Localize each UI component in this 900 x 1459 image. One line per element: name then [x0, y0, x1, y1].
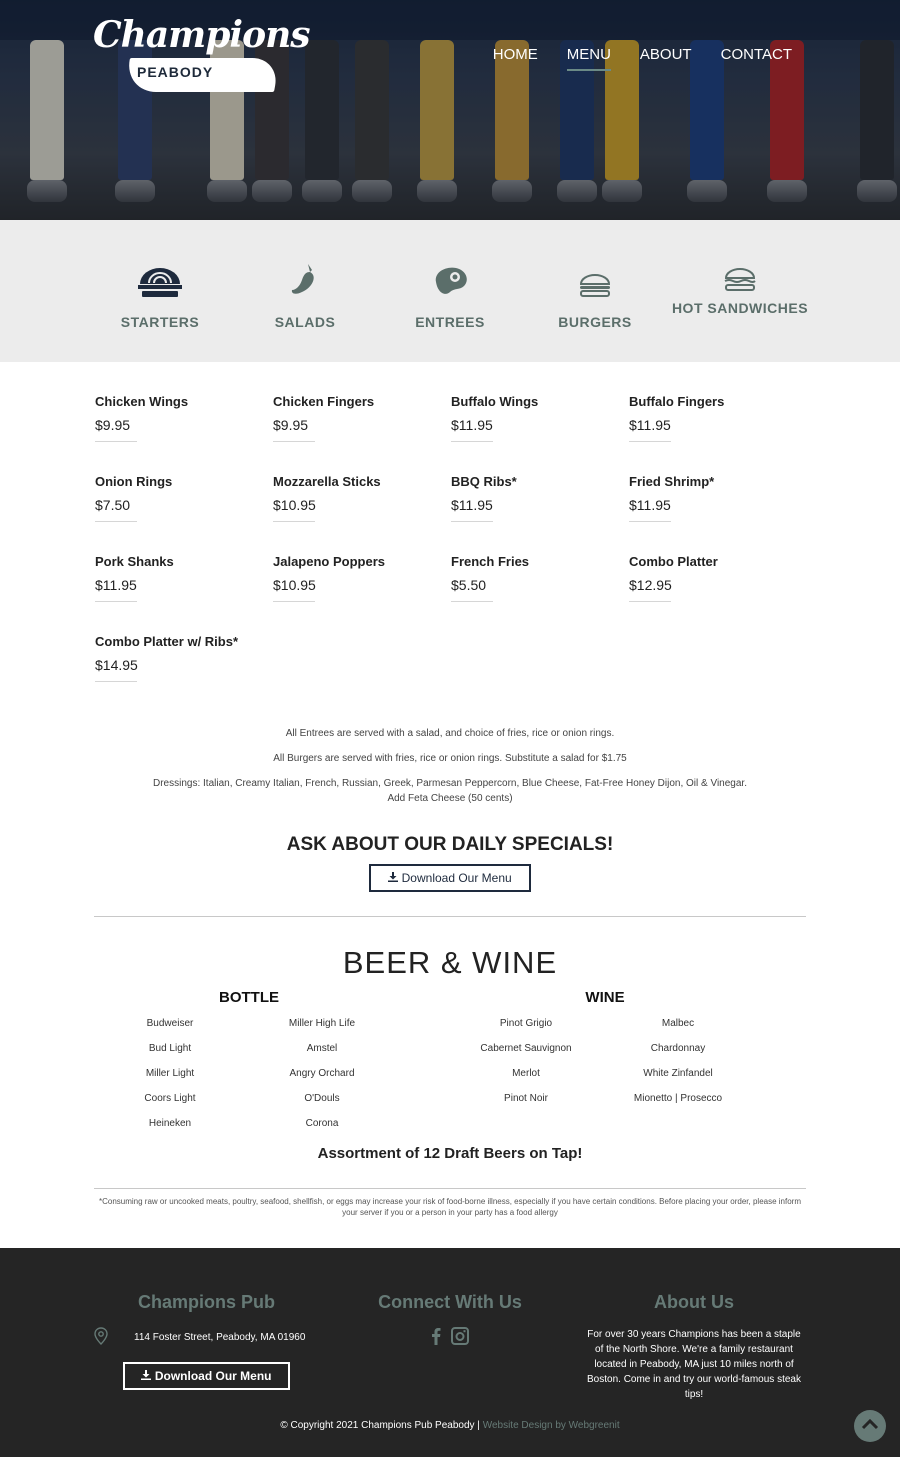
copyright-text: © Copyright 2021 Champions Pub Peabody: [280, 1420, 475, 1431]
daily-specials-heading: ASK ABOUT OUR DAILY SPECIALS!: [286, 834, 614, 855]
menu-item: [628, 472, 806, 542]
menu-item-name: Combo Platter: [629, 554, 718, 569]
steak-icon: [378, 262, 523, 298]
menu-item-price: $10.95: [273, 577, 316, 593]
feta-note: Add Feta Cheese (50 cents): [387, 793, 513, 804]
menu-item-name: Jalapeno Poppers: [273, 554, 385, 569]
category-label: BURGERS: [558, 314, 632, 330]
bottle-column: [94, 989, 450, 1139]
bottle-item: Heineken: [148, 1118, 192, 1129]
wine-heading: WINE: [585, 989, 625, 1006]
beer-wine-section: [94, 989, 806, 1139]
copyright-bar: [0, 1420, 900, 1431]
dish-icon: [88, 262, 233, 298]
menu-item-underline: [629, 441, 671, 442]
menu-item: [272, 552, 450, 622]
bottle-list-1: [94, 1014, 246, 1139]
menu-item-underline: [629, 521, 671, 522]
menu-item: [450, 472, 628, 542]
menu-item: [450, 552, 628, 622]
menu-item: [628, 552, 806, 622]
designer-credit-link[interactable]: Website Design by Webgreenit: [482, 1420, 620, 1431]
footer-about: [583, 1292, 805, 1402]
menu-item-price: $11.95: [95, 577, 137, 593]
wine-item: Cabernet Sauvignon: [480, 1043, 572, 1054]
pepper-icon: [233, 262, 378, 298]
site-footer: [0, 1248, 900, 1457]
menu-item-underline: [95, 521, 137, 522]
instagram-icon[interactable]: [451, 1327, 469, 1350]
menu-item-price: $12.95: [629, 577, 672, 593]
category-hot-sandwiches[interactable]: [668, 220, 813, 362]
menu-item-name: Mozzarella Sticks: [273, 474, 381, 489]
burgers-note: All Burgers are served with fries, rice or onion rings. Substitute a salad for $1.75: [273, 753, 627, 764]
menu-item-underline: [273, 441, 315, 442]
wine-list-2: [602, 1014, 754, 1114]
wine-item: White Zinfandel: [643, 1068, 713, 1079]
divider: [94, 916, 806, 917]
bottle-item: Angry Orchard: [289, 1068, 355, 1079]
menu-item-price: $9.95: [273, 417, 309, 433]
back-to-top-button[interactable]: [854, 1410, 886, 1442]
footer-download-menu-button[interactable]: [123, 1362, 289, 1390]
main-nav: [464, 46, 792, 71]
menu-item-price: $11.95: [629, 497, 671, 513]
wine-item: Malbec: [661, 1018, 695, 1029]
footer-about-text: For over 30 years Champions has been a staple of the North Shore. We're a family restaurant located in Peabody, MA just 10 miles north of Boston. Come in and try our world-famous steak tips!: [587, 1329, 801, 1400]
nav-menu[interactable]: MENU: [567, 46, 611, 71]
menu-item-name: Buffalo Fingers: [629, 394, 725, 409]
bottle-item: Amstel: [306, 1043, 338, 1054]
burger-icon: [523, 262, 668, 298]
menu-item-name: Chicken Wings: [95, 394, 189, 409]
menu-item-name: Fried Shrimp*: [629, 474, 715, 489]
wine-item: Chardonnay: [650, 1043, 706, 1054]
category-label: HOT SANDWICHES: [671, 300, 809, 316]
footer-about-title: About Us: [654, 1292, 734, 1312]
bottle-item: Bud Light: [148, 1043, 192, 1054]
chevron-up-icon: [861, 1417, 879, 1435]
category-label: STARTERS: [120, 314, 200, 330]
menu-notes: [0, 726, 900, 806]
menu-item-name: French Fries: [451, 554, 530, 569]
menu-item-underline: [95, 601, 137, 602]
menu-item: [272, 392, 450, 462]
menu-item-name: Onion Rings: [95, 474, 173, 489]
category-label: ENTREES: [415, 314, 485, 330]
menu-items-grid: [94, 392, 806, 702]
menu-item-name: Chicken Fingers: [273, 394, 375, 409]
menu-item-underline: [629, 601, 671, 602]
bottle-item: Coors Light: [144, 1093, 196, 1104]
category-salads[interactable]: [233, 220, 378, 362]
menu-item-price: $14.95: [95, 657, 138, 673]
footer-connect-title: Connect With Us: [378, 1292, 522, 1312]
menu-item: [94, 632, 272, 702]
menu-item-price: $9.95: [95, 417, 131, 433]
sandwich-icon: [668, 256, 813, 292]
menu-item-underline: [95, 441, 137, 442]
menu-item: [94, 392, 272, 462]
menu-item: [628, 392, 806, 462]
bottle-heading: BOTTLE: [219, 989, 279, 1006]
menu-item-price: $11.95: [451, 497, 493, 513]
menu-item-price: $5.50: [451, 577, 487, 593]
map-pin-icon: [94, 1327, 134, 1348]
menu-item-price: $11.95: [629, 417, 671, 433]
menu-item-name: BBQ Ribs*: [451, 474, 517, 489]
menu-item: [94, 472, 272, 542]
bottle-item: O'Douls: [304, 1093, 340, 1104]
footer-address[interactable]: 114 Foster Street, Peabody, MA 01960: [134, 1332, 306, 1343]
footer-pub-title: Champions Pub: [137, 1292, 275, 1312]
menu-item: [450, 392, 628, 462]
category-burgers[interactable]: [523, 220, 668, 362]
wine-item: Pinot Grigio: [499, 1018, 553, 1029]
wine-list-1: [450, 1014, 602, 1114]
menu-item-name: Pork Shanks: [95, 554, 174, 569]
download-menu-button[interactable]: [369, 864, 530, 892]
menu-item-underline: [273, 521, 315, 522]
bottle-list-2: [246, 1014, 398, 1139]
hero-header: [0, 0, 900, 220]
nav-home[interactable]: HOME: [492, 46, 538, 63]
logo-script: Champions: [93, 14, 310, 56]
menu-item-underline: [273, 601, 315, 602]
bottle-item: Budweiser: [146, 1018, 194, 1029]
nav-about[interactable]: ABOUT: [639, 46, 692, 63]
download-icon: [141, 1369, 154, 1383]
wine-item: Pinot Noir: [504, 1093, 548, 1104]
menu-item-price: $10.95: [273, 497, 316, 513]
menu-item: [94, 552, 272, 622]
entrees-note: All Entrees are served with a salad, and choice of fries, rice or onion rings.: [285, 728, 615, 739]
menu-item-name: Combo Platter w/ Ribs*: [95, 634, 239, 649]
dressings-note: Dressings: Italian, Creamy Italian, French, Russian, Greek, Parmesan Peppercorn, Blue Cheese, Fat-Free Honey Dijon, Oil & Vinegar.: [153, 778, 747, 789]
beer-wine-title: BEER & WINE: [342, 945, 558, 980]
footer-download-label: Download Our Menu: [154, 1369, 272, 1383]
download-icon: [388, 871, 401, 885]
menu-item-underline: [95, 681, 137, 682]
wine-item: Merlot: [512, 1068, 540, 1079]
menu-item-price: $11.95: [451, 417, 493, 433]
menu-item-name: Buffalo Wings: [451, 394, 539, 409]
download-menu-label: Download Our Menu: [401, 871, 512, 885]
category-starters[interactable]: [88, 220, 233, 362]
menu-item-underline: [451, 441, 493, 442]
bottle-item: Miller High Life: [288, 1018, 356, 1029]
menu-item: [272, 472, 450, 542]
logo-sub: PEABODY: [137, 64, 214, 80]
site-logo[interactable]: [93, 14, 310, 94]
footer-social: [350, 1292, 550, 1350]
bottle-item: Miller Light: [145, 1068, 195, 1079]
category-entrees[interactable]: [378, 220, 523, 362]
draft-beers-note: Assortment of 12 Draft Beers on Tap!: [317, 1145, 583, 1162]
nav-contact[interactable]: CONTACT: [720, 46, 792, 63]
menu-item-underline: [451, 601, 493, 602]
food-safety-disclaimer: *Consuming raw or uncooked meats, poultry, seafood, shellfish, or eggs may increase your risk of food-borne illness, especially if you have certain conditions. Before placing your order, please inform your server if you or a person in your party has a food allergy: [94, 1188, 806, 1218]
facebook-icon[interactable]: [431, 1327, 441, 1350]
category-bar: [0, 220, 900, 362]
footer-contact: [94, 1292, 319, 1390]
copyright-separator: |: [477, 1420, 480, 1431]
menu-item-underline: [451, 521, 493, 522]
bottle-item: Corona: [305, 1118, 339, 1129]
wine-item: Mionetto | Prosecco: [633, 1093, 723, 1104]
menu-item-price: $7.50: [95, 497, 131, 513]
wine-column: [450, 989, 806, 1139]
category-label: SALADS: [274, 314, 336, 330]
